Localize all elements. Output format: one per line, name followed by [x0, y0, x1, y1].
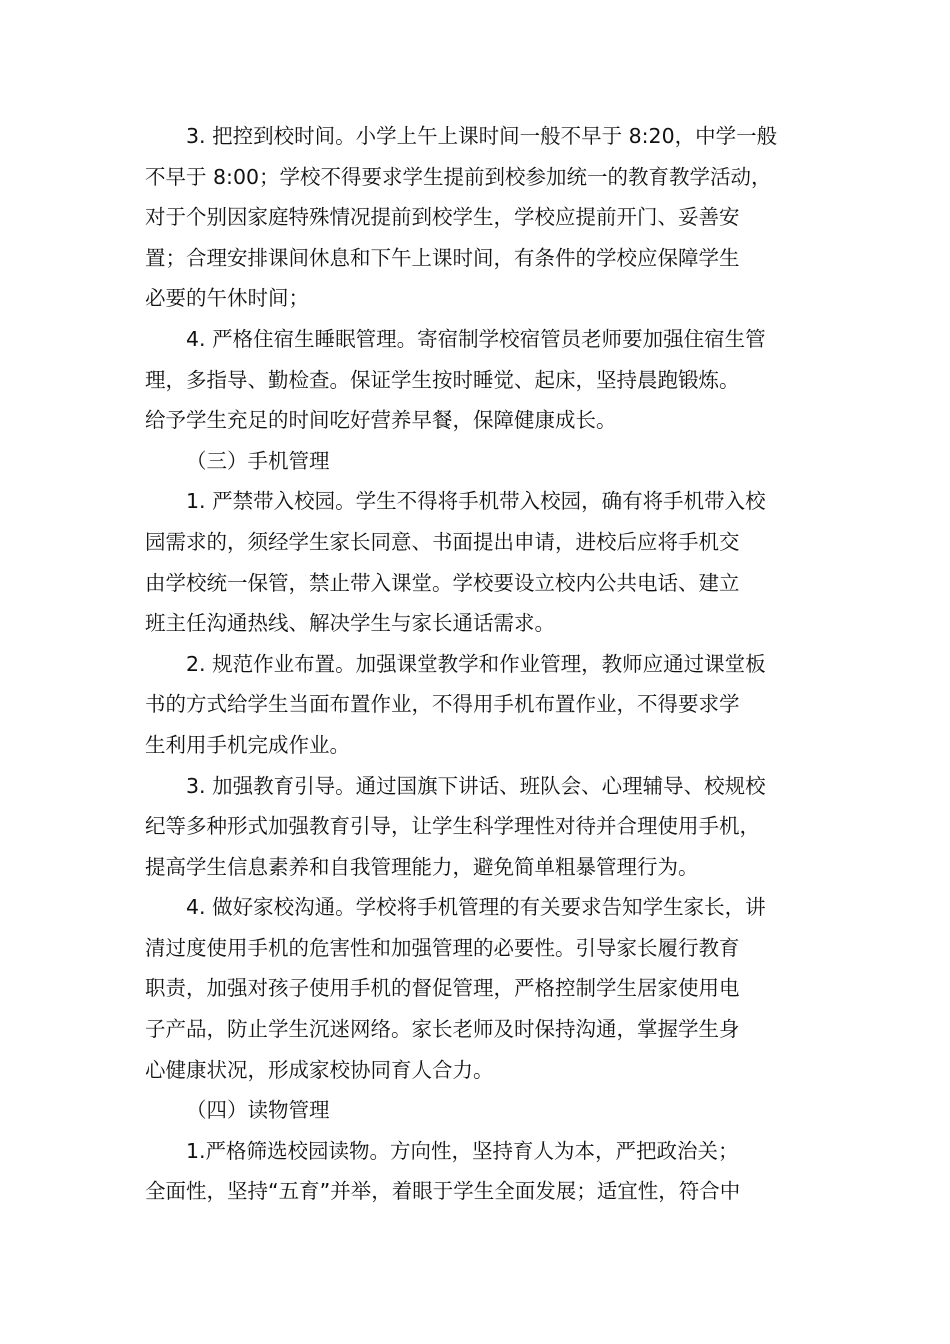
paragraph-boarding-sleep: 4. 严格住宿生睡眠管理。寄宿制学校宿管员老师要加强住宿生管 理，多指导、勤检查。保证学生按时睡觉、起床，坚持晨跑锻炼。 给予学生充足的时间吃好营养早餐，保障健康成长。 [145, 326, 766, 433]
paragraph-homework: 2. 规范作业布置。加强课堂教学和作业管理，教师应通过课堂板 书的方式给学生当面布置作业，不得用手机布置作业，不得要求学 生利用手机完成作业。 [145, 651, 766, 757]
paragraph-education-guidance: 3. 加强教育引导。通过国旗下讲话、班队会、心理辅导、校规校 纪等多种形式加强教育引导，让学生科学理性对待并合理使用手机， 提高学生信息素养和自我管理能力，避免简单粗暴管理行为。 [145, 773, 766, 879]
paragraph-home-school-communication: 4. 做好家校沟通。学校将手机管理的有关要求告知学生家长，讲 清过度使用手机的危害性和加强管理的必要性。引导家长履行教育 职责，加强对孩子使用手机的督促管理，严格控制学生居家使用电 子产品，防止学生沉迷网络。家长老师及时保持沟通，掌握学生身 心健康状况，形成家校协同育人合力。 [145, 895, 766, 1082]
document-page [145, 116, 825, 1212]
paragraph-phone-ban: 1. 严禁带入校园。学生不得将手机带入校园，确有将手机带入校 园需求的，须经学生家长同意、书面提出申请，进校后应将手机交 由学校统一保管，禁止带入课堂。学校要设立校内公共电话、建立 班主任沟通热线、解决学生与家长通话需求。 [145, 489, 766, 636]
section-heading-reading-management: （四）读物管理 [186, 1098, 330, 1123]
paragraph-arrival-time: 3. 把控到校时间。小学上午上课时间一般不早于 8:20，中学一般 不早于 8:00；学校不得要求学生提前到校参加统一的教育教学活动， 对于个别因家庭特殊情况提前到校学生，学校应提前开门、妥善安 置；合理安排课间休息和下午上课时间，有条件的学校应保障学生 必要的午休时间； [145, 124, 778, 311]
section-heading-phone-management: （三）手机管理 [186, 448, 330, 473]
paragraph-reading-selection: 1.严格筛选校园读物。方向性，坚持育人为本，严把政治关； 全面性，坚持“五育”并举，着眼于学生全面发展；适宜性，符合中 [145, 1138, 741, 1204]
